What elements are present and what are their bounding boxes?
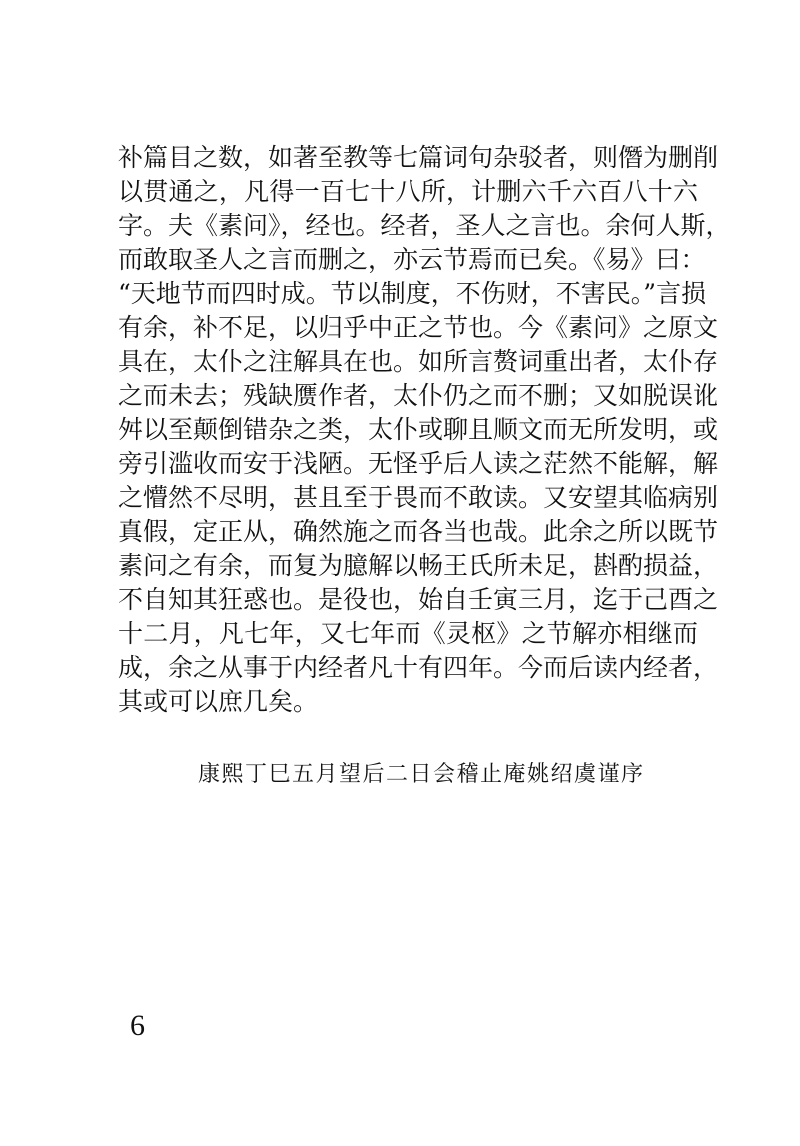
text-line: 十二月，凡七年，又七年而《灵枢》之节解亦相继而 [118,619,698,648]
body-text [118,141,731,719]
text-line: 之而未去；残缺赝作者，太仆仍之而不删；又如脱误讹 [118,381,719,410]
text-line: 舛以至颠倒错杂之类，太仆或聊且顺文而无所发明，或 [118,415,719,444]
text-line: 而敢取圣人之言而删之，亦云节焉而已矣。《易》曰： [118,245,706,274]
text-line: “天地节而四时成。节以制度，不伤财，不害民。”言损 [118,279,707,308]
text-line: 字。夫《素问》，经也。经者，圣人之言也。余何人斯， [118,211,731,240]
text-line: 真假，定正从，确然施之而各当也哉。此余之所以既节 [118,517,719,546]
text-line: 素问之有余，而复为臆解以畅王氏所未足，斟酌损益， [118,551,719,580]
text-line: 补篇目之数，如著至教等七篇词句杂驳者，则僭为删削 [118,143,719,172]
page-number: 6 [130,1009,145,1042]
text-line: 成，余之从事于内经者凡十有四年。今而后读内经者， [118,653,719,682]
text-line: 具在，太仆之注解具在也。如所言赘词重出者，太仆存 [118,347,719,376]
text-line: 旁引滥收而安于浅陋。无怪乎后人读之茫然不能解，解 [118,449,719,478]
text-line: 其或可以庶几矣。 [118,687,319,716]
text-line: 以贯通之，凡得一百七十八所，计删六千六百八十六 [118,177,698,206]
preface-signature: 康熙丁巳五月望后二日会稽止庵姚绍虞谨序 [198,762,645,787]
text-line: 不自知其狂惑也。是役也，始自壬寅三月，迄于己酉之 [118,585,719,614]
text-line: 之懵然不尽明，甚且至于畏而不敢读。又安望其临病别 [118,483,719,512]
text-line: 有余，补不足，以归乎中正之节也。今《素问》之原文 [118,313,719,342]
